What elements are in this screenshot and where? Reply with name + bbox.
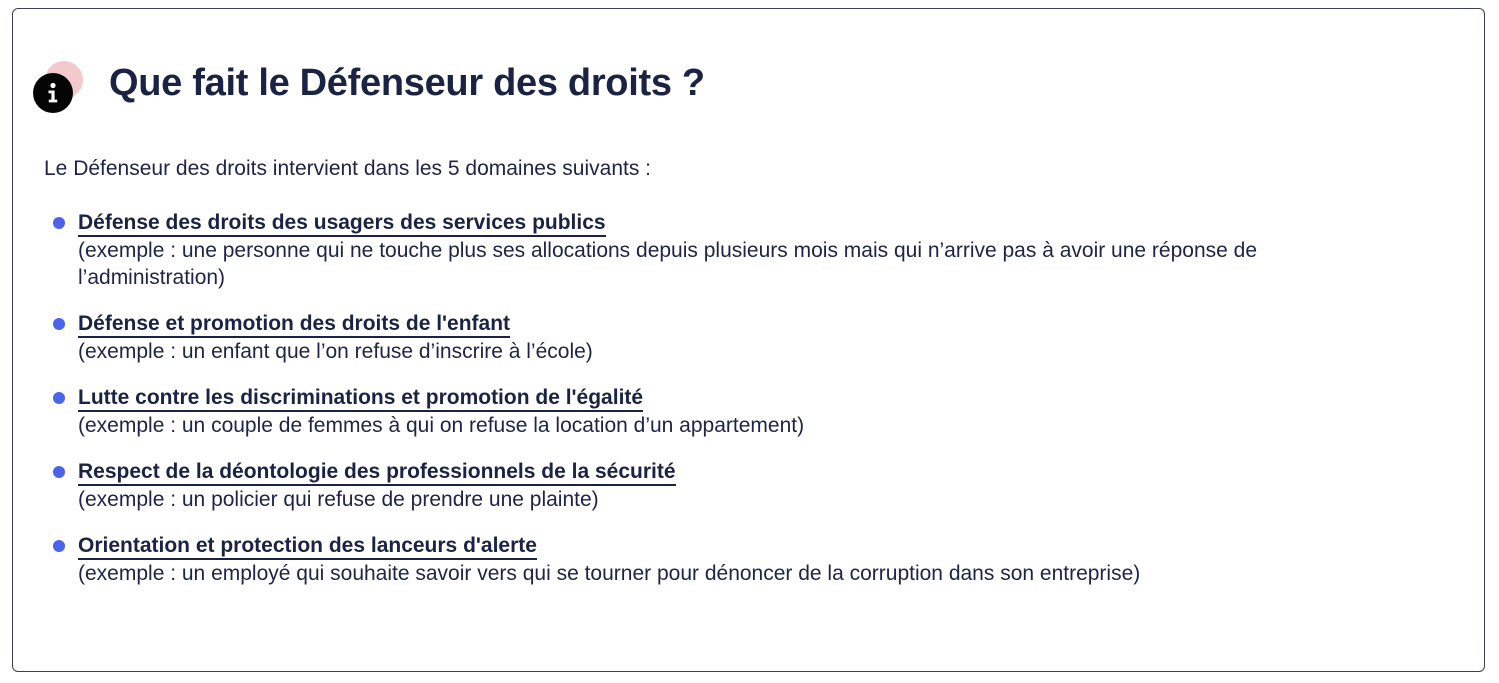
- bullet-icon: [53, 540, 65, 552]
- list-item: [53, 209, 1453, 291]
- domain-link-usagers-services-publics[interactable]: Défense des droits des usagers des services publics: [78, 210, 606, 237]
- domain-link-discriminations[interactable]: Lutte contre les discriminations et promotion de l'égalité: [78, 385, 643, 412]
- page-title: Que fait le Défenseur des droits ?: [109, 62, 705, 104]
- bullet-icon: [53, 217, 65, 229]
- bullet-icon: [53, 318, 65, 330]
- domain-link-deontologie-securite[interactable]: Respect de la déontologie des professionnels de la sécurité: [78, 459, 676, 486]
- bullet-icon: [53, 466, 65, 478]
- info-card: [12, 8, 1485, 672]
- list-item: [53, 384, 1453, 439]
- domain-link-droits-enfant[interactable]: Défense et promotion des droits de l'enfant: [78, 311, 510, 338]
- info-icon-circle: [33, 73, 73, 113]
- intro-text: Le Défenseur des droits intervient dans les 5 domaines suivants :: [44, 157, 652, 180]
- list-item: [53, 458, 1453, 513]
- list-item: [53, 310, 1453, 365]
- domain-example: (exemple : une personne qui ne touche plus ses allocations depuis plusieurs mois mais qui n’arrive pas à avoir une réponse de l’administration): [78, 239, 1258, 289]
- domain-example: (exemple : un employé qui souhaite savoir vers qui se tourner pour dénoncer de la corruption dans son entreprise): [78, 562, 1141, 585]
- info-icon: [33, 61, 85, 113]
- domain-example: (exemple : un policier qui refuse de prendre une plainte): [78, 488, 599, 511]
- domain-list: [53, 209, 1453, 587]
- domain-example: (exemple : un couple de femmes à qui on refuse la location d’un appartement): [78, 414, 805, 437]
- bullet-icon: [53, 392, 65, 404]
- list-item: [53, 532, 1453, 587]
- domain-example: (exemple : un enfant que l’on refuse d’inscrire à l’école): [78, 340, 593, 363]
- domain-link-lanceurs-alerte[interactable]: Orientation et protection des lanceurs d'alerte: [78, 533, 537, 560]
